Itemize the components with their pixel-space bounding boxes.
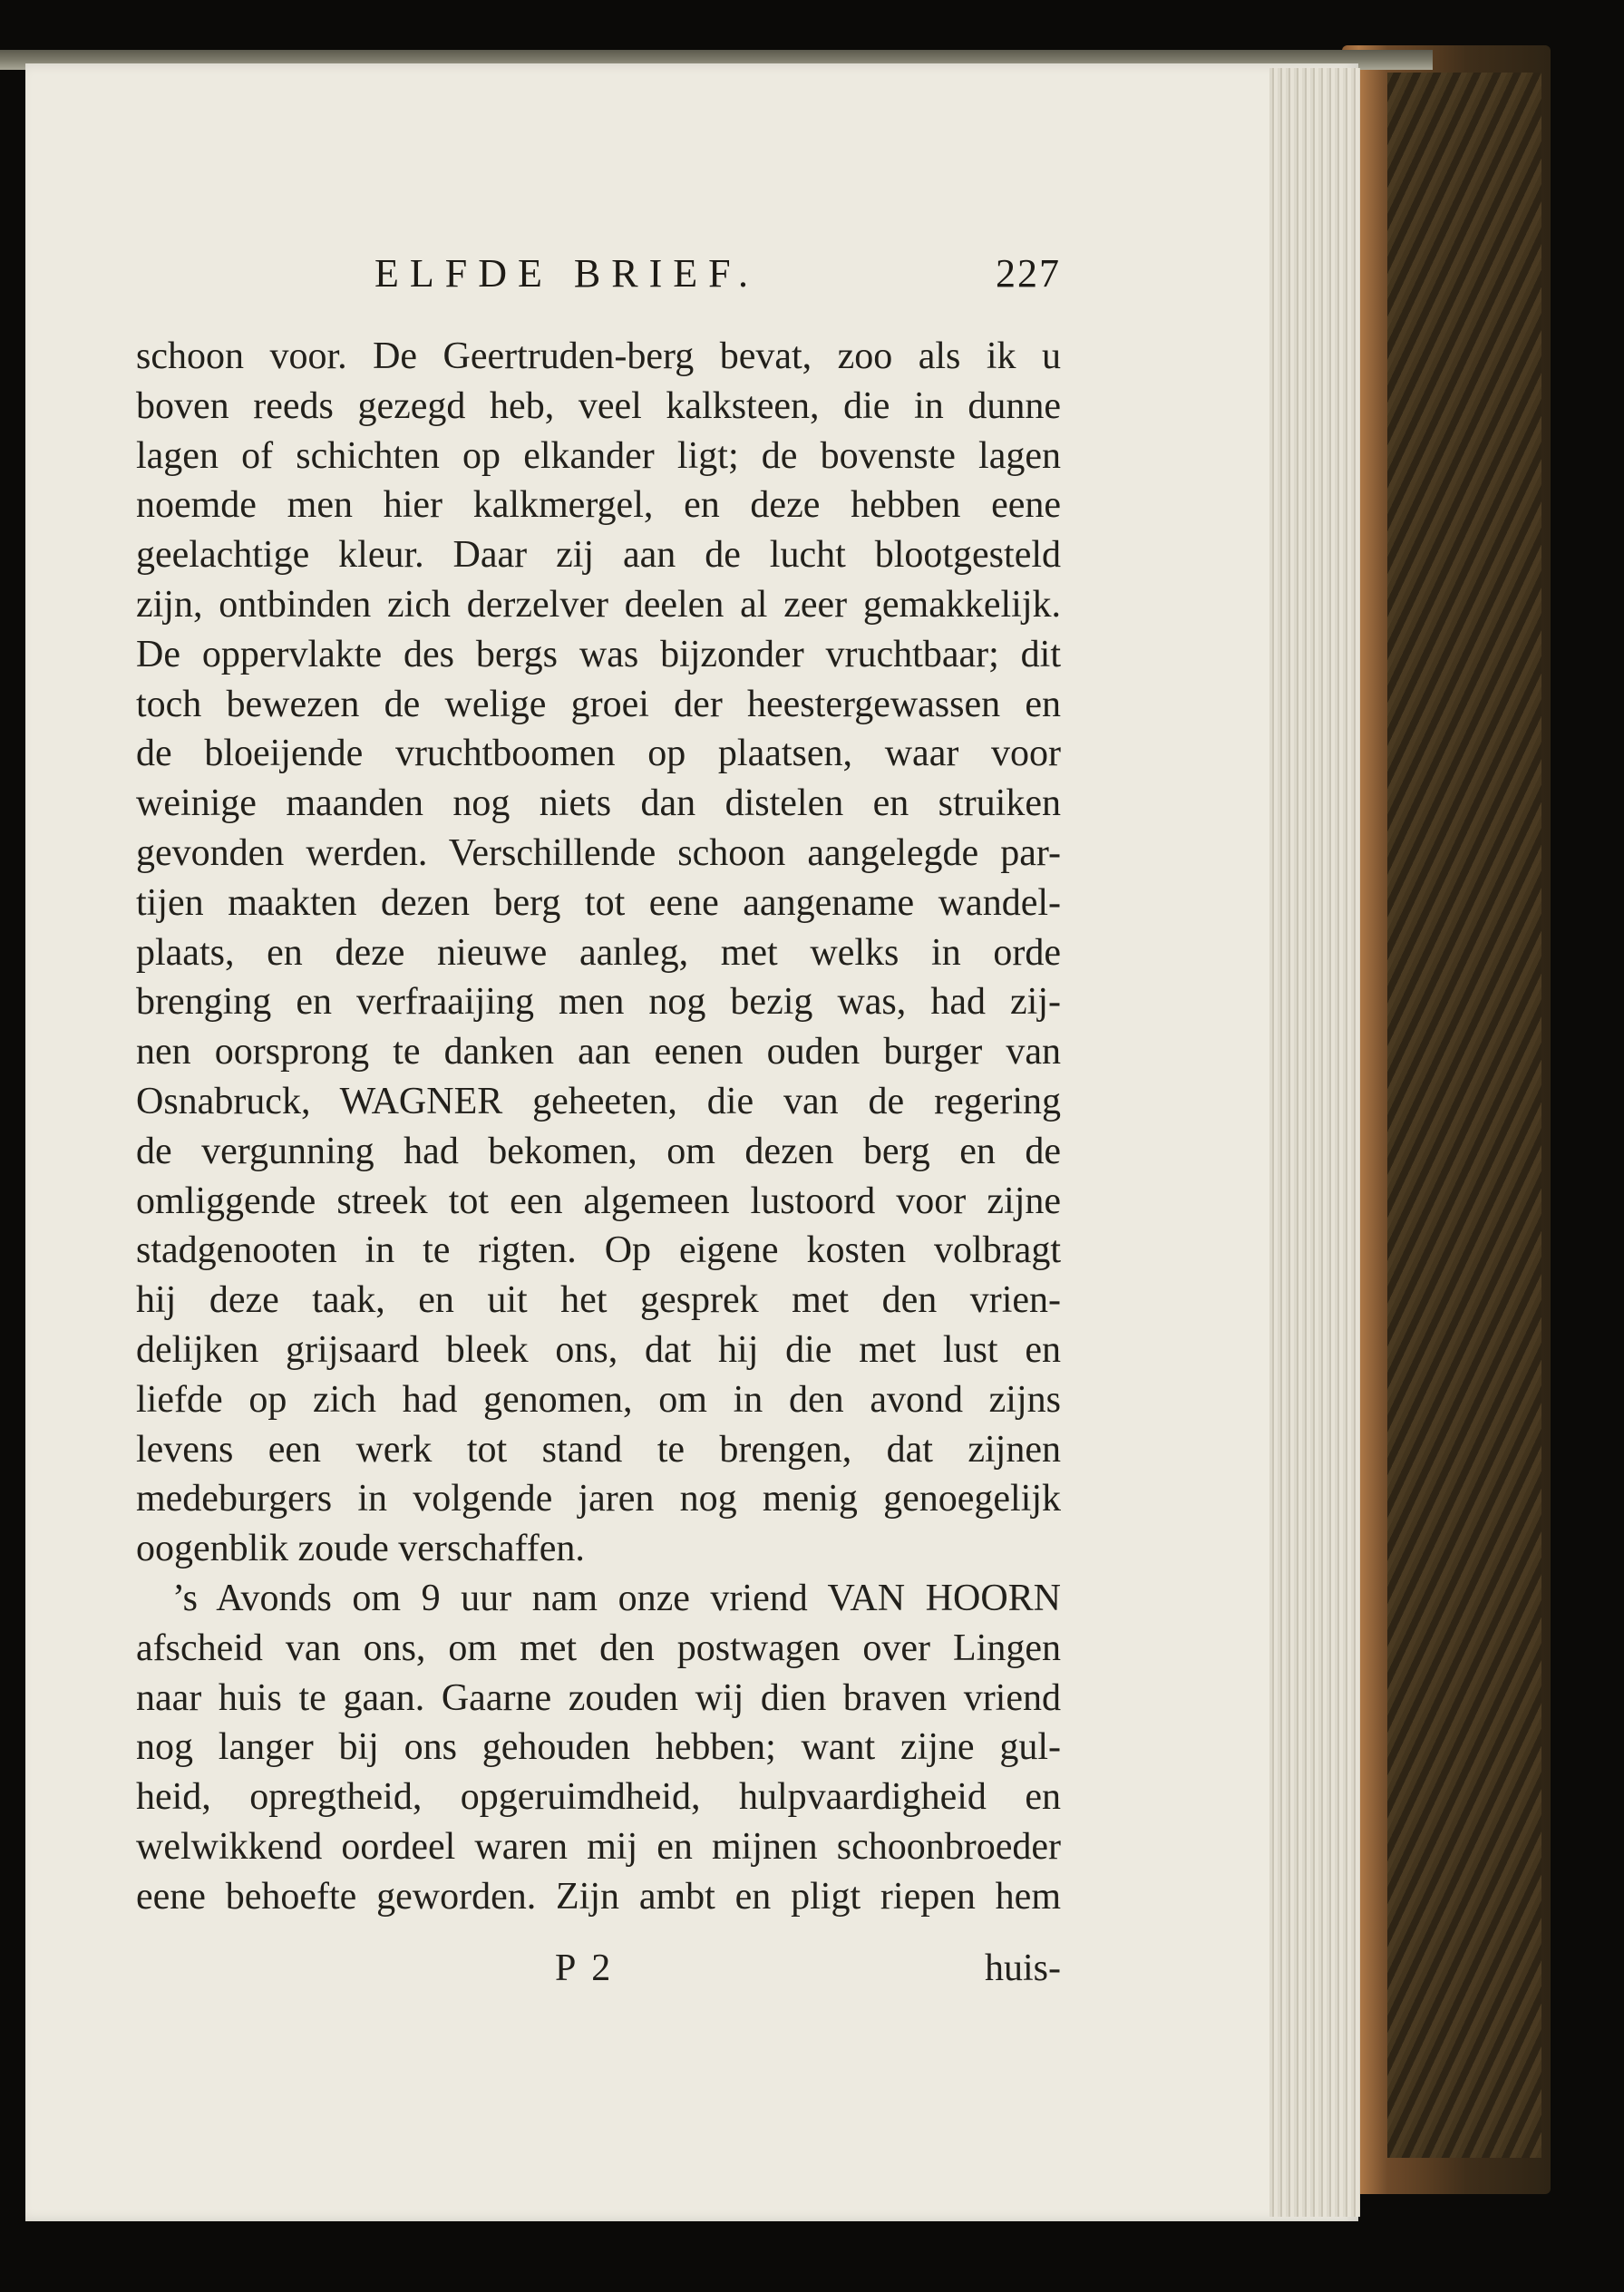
text-line: De oppervlakte des bergs was bijzonder vruchtbaar; dit xyxy=(136,633,1061,675)
text-line: schoon voor. De Geertruden-berg bevat, zoo als ik u xyxy=(136,335,1061,377)
text-line: boven reeds gezegd heb, veel kalksteen, die in dunne xyxy=(136,384,1061,427)
text-line: delijken grijsaard bleek ons, dat hij die met lust en xyxy=(136,1328,1061,1371)
text-line: de bloeijende vruchtboomen op plaatsen, waar voor xyxy=(136,733,1061,775)
text-line: hij deze taak, en uit het gesprek met den vrien- xyxy=(136,1279,1061,1322)
page-number: 227 xyxy=(996,251,1061,296)
page-header xyxy=(136,250,1061,305)
text-line: liefde op zich had genomen, om in den avond zijns xyxy=(136,1378,1061,1421)
text-line: gevonden werden. Verschillende schoon aangelegde par- xyxy=(136,831,1061,874)
text-line: plaats, en deze nieuwe aanleg, met welks in orde xyxy=(136,931,1061,974)
page-footer xyxy=(136,1947,1061,2001)
text-line: welwikkend oordeel waren mij en mijnen schoonbroeder xyxy=(136,1825,1061,1868)
running-head: ELFDE BRIEF. xyxy=(374,251,760,296)
text-line: nog langer bij ons gehouden hebben; want zijne gul- xyxy=(136,1726,1061,1769)
text-line: toch bewezen de welige groei der heestergewassen en xyxy=(136,683,1061,725)
text-line: weinige maanden nog niets dan distelen en struiken xyxy=(136,782,1061,825)
text-line: tijen maakten dezen berg tot eene aangename wandel- xyxy=(136,881,1061,924)
text-line: medeburgers in volgende jaren nog menig genoegelijk xyxy=(136,1478,1061,1520)
text-line: lagen of schichten op elkander ligt; de bovenste lagen xyxy=(136,434,1061,477)
text-line: ’s Avonds om 9 uur nam onze vriend VAN HOORN xyxy=(172,1577,1061,1619)
text-line: de vergunning had bekomen, om dezen berg en de xyxy=(136,1130,1061,1172)
text-line: heid, opregtheid, opgeruimdheid, hulpvaardigheid en xyxy=(136,1776,1061,1819)
signature-mark: P 2 xyxy=(555,1947,615,1989)
text-line: levens een werk tot stand te brengen, dat zijnen xyxy=(136,1428,1061,1471)
text-line: eene behoefte geworden. Zijn ambt en pligt riepen hem xyxy=(136,1875,1061,1918)
text-line: nen oorsprong te danken aan eenen ouden burger van xyxy=(136,1031,1061,1073)
text-line: zijn, ontbinden zich derzelver deelen al zeer gemakkelijk. xyxy=(136,583,1061,626)
catchword: huis- xyxy=(985,1947,1061,1989)
text-line: oogenblik zoude verschaffen. xyxy=(136,1528,585,1570)
text-line: naar huis te gaan. Gaarne zouden wij dien braven vriend xyxy=(136,1676,1061,1719)
text-line: stadgenooten in te rigten. Op eigene kosten volbragt xyxy=(136,1229,1061,1272)
page-stack-edges xyxy=(1269,68,1360,2217)
body-text xyxy=(136,332,1061,1922)
text-line: Osnabruck, WAGNER geheeten, die van de regering xyxy=(136,1080,1061,1122)
marbled-endpaper xyxy=(1387,73,1541,2158)
text-line: brenging en verfraaijing men nog bezig was, had zij- xyxy=(136,981,1061,1024)
text-line: omliggende streek tot een algemeen lustoord voor zijne xyxy=(136,1180,1061,1222)
text-line: geelachtige kleur. Daar zij aan de lucht blootgesteld xyxy=(136,534,1061,577)
text-line: noemde men hier kalkmergel, en deze hebben eene xyxy=(136,484,1061,527)
text-line: afscheid van ons, om met den postwagen over Lingen xyxy=(136,1627,1061,1669)
